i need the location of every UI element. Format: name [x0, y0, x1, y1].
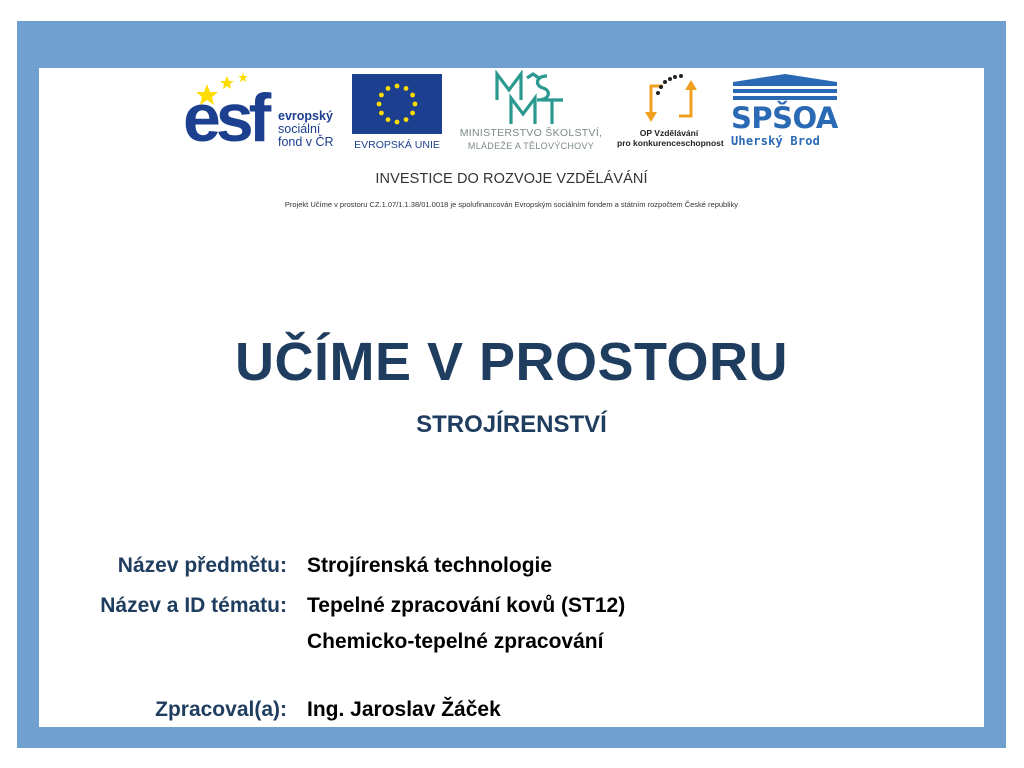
slide	[39, 68, 984, 727]
investice-heading: INVESTICE DO ROZVOJE VZDĚLÁVÁNÍ	[375, 171, 648, 187]
msmt-caption-1: MINISTERSTVO ŠKOLSTVÍ,	[459, 127, 603, 139]
logo-bar	[39, 68, 984, 218]
slide-subtitle: STROJÍRENSTVÍ	[416, 411, 607, 438]
opvk-caption-2: pro konkurenceschopnost	[617, 138, 724, 148]
opvk-mark-icon	[641, 72, 701, 128]
spsoa-name: SPŠOA	[731, 101, 838, 135]
msmt-caption-2: MLÁDEŽE A TĚLOVÝCHOVY	[467, 141, 595, 151]
topic-label: Název a ID tématu:	[100, 594, 287, 617]
eu-flag-logo	[350, 74, 444, 156]
esf-mark: esf	[183, 80, 267, 156]
spsoa-city: Uherský Brod	[731, 134, 821, 148]
msmt-logo	[451, 68, 611, 158]
opvk-logo	[617, 72, 724, 156]
slide-title: UČÍME V PROSTORU	[234, 332, 789, 392]
esf-line-1: evropský	[278, 109, 333, 123]
spsoa-roof-icon	[731, 74, 839, 104]
msmt-mark-icon	[491, 70, 571, 126]
eu-caption: EVROPSKÁ UNIE	[354, 139, 440, 151]
spsoa-logo	[731, 74, 839, 156]
topic-value-2: Chemicko-tepelné zpracování	[307, 630, 604, 653]
author-label: Zpracoval(a):	[155, 698, 287, 721]
project-note: Projekt Učíme v prostoru CZ.1.07/1.1.38/01.0018 je spolufinancován Evropským sociálním fondem a státním rozpočtem České republiky	[284, 200, 739, 209]
opvk-caption-1: OP Vzdělávání	[639, 128, 699, 138]
esf-line-2: sociální	[278, 122, 321, 136]
eu-flag-icon	[352, 74, 442, 134]
topic-value-1: Tepelné zpracování kovů (ST12)	[307, 594, 626, 617]
esf-line-3: fond v ČR	[278, 135, 334, 149]
esf-logo	[183, 72, 353, 156]
subject-label: Název předmětu:	[117, 554, 287, 577]
esf-text	[278, 110, 334, 149]
author-value: Ing. Jaroslav Žáček	[307, 698, 501, 721]
subject-value: Strojírenská technologie	[307, 554, 553, 577]
